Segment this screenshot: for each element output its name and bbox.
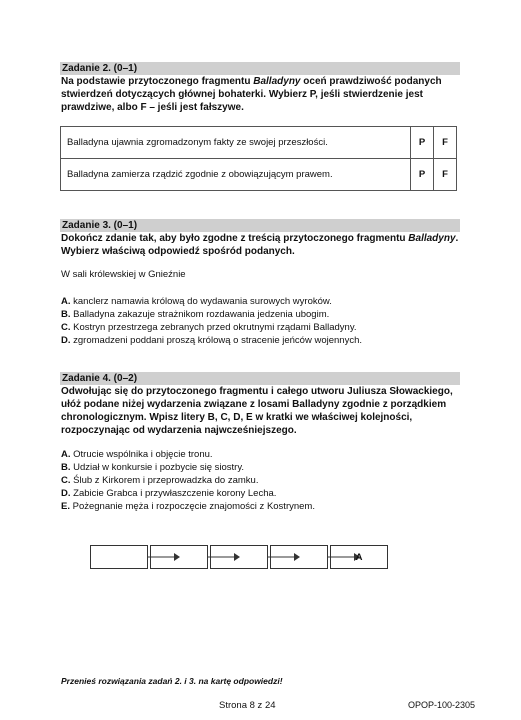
page-number: Strona 8 z 24	[219, 700, 276, 711]
false-option[interactable]: F	[434, 159, 457, 191]
statement-cell: Balladyna zamierza rządzić zgodnie z obowiązującym prawem.	[61, 159, 411, 191]
true-option[interactable]: P	[411, 127, 434, 159]
task4-event-b: B. Udział w konkursie i pozbycie się siostry.	[61, 462, 245, 473]
task4-instruction: Odwołując się do przytoczonego fragmentu i całego utworu Juliusza Słowackiego, ułóż podane niżej wydarzenia związane z losami Balladyny zgodnie z porządkiem chronologicznym. Wpisz litery B, C, D, E w kratki we właściwej kolejności, rozpoczynając od wydarzenia najwcześniejszego.	[61, 386, 453, 436]
task2-instruction: Na podstawie przytoczonego fragmentu Balladyny oceń prawdziwość podanych stwierdzeń dotyczących głównej bohaterki. Wybierz P, jeśli stwierdzenie jest prawdziwe, albo F – jeśli jest fałszywe.	[61, 76, 442, 113]
task3-option-d[interactable]: D. zgromadzeni poddani proszą królową o stracenie jeńców wojennych.	[61, 335, 362, 346]
true-false-table	[60, 126, 457, 191]
task4-event-d: D. Zabicie Grabca i przywłaszczenie korony Lecha.	[61, 488, 277, 499]
order-box-5: A	[330, 545, 388, 569]
task3-option-c[interactable]: C. Kostryn przestrzega zebranych przed okrutnymi rządami Balladyny.	[61, 322, 357, 333]
order-box-1[interactable]	[90, 545, 148, 569]
transfer-answers-note: Przenieś rozwiązania zadań 2. i 3. na kartę odpowiedzi!	[61, 676, 283, 686]
task3-header: Zadanie 3. (0–1)	[60, 219, 460, 232]
order-box-4[interactable]	[270, 545, 328, 569]
statement-cell: Balladyna ujawnia zgromadzonym fakty ze swojej przeszłości.	[61, 127, 411, 159]
task3-stem: W sali królewskiej w Gnieźnie	[61, 269, 186, 280]
true-option[interactable]: P	[411, 159, 434, 191]
exam-code: OPOP-100-2305	[408, 700, 476, 710]
task4-event-c: C. Ślub z Kirkorem i przeprowadzka do zamku.	[61, 475, 259, 486]
task4-header: Zadanie 4. (0–2)	[60, 372, 460, 385]
task2-header: Zadanie 2. (0–1)	[60, 62, 460, 75]
task3-instruction: Dokończ zdanie tak, aby było zgodne z treścią przytoczonego fragmentu Balladyny. Wybierz właściwą odpowiedź spośród podanych.	[61, 233, 459, 257]
task3-option-b[interactable]: B. Balladyna zakazuje strażnikom rozdawania jedzenia ubogim.	[61, 309, 330, 320]
false-option[interactable]: F	[434, 127, 457, 159]
order-box-3[interactable]	[210, 545, 268, 569]
table-row	[61, 127, 457, 159]
table-row	[61, 159, 457, 191]
task4-event-e: E. Pożegnanie męża i rozpoczęcie znajomości z Kostrynem.	[61, 501, 315, 512]
task4-event-a: A. Otrucie wspólnika i objęcie tronu.	[61, 449, 213, 460]
order-box-2[interactable]	[150, 545, 208, 569]
task3-option-a[interactable]: A. kanclerz namawia królową do wydawania surowych wyroków.	[61, 296, 332, 307]
